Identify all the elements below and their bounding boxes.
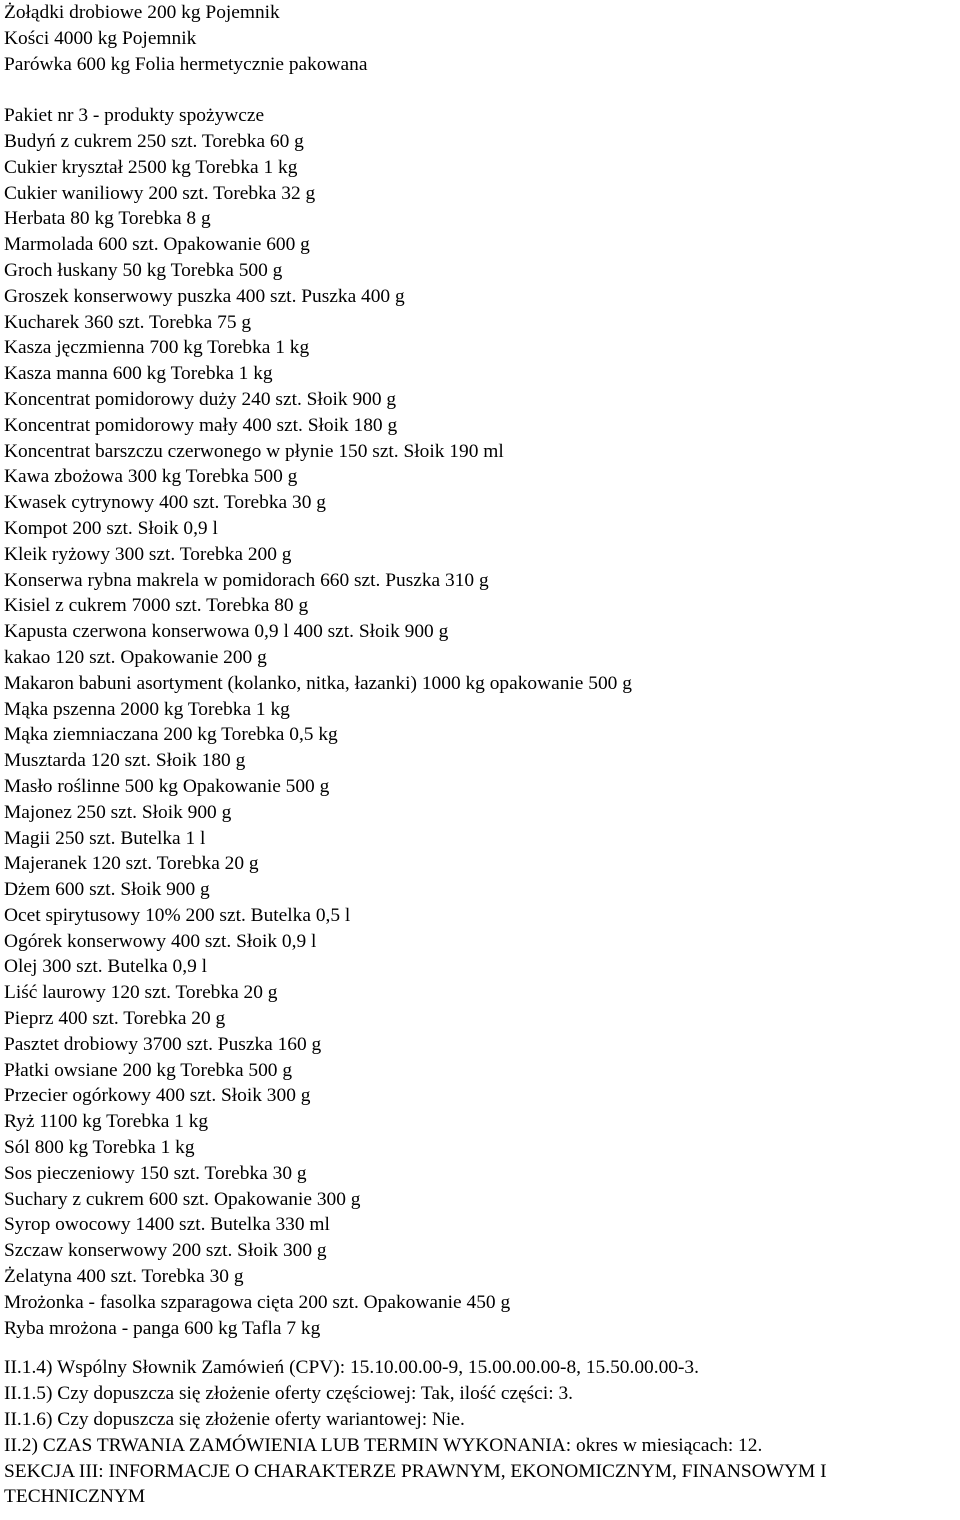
list-item: Majonez 250 szt. Słoik 900 g [4,801,232,823]
list-item: Ryż 1100 kg Torebka 1 kg [4,1111,209,1133]
list-item: Marmolada 600 szt. Opakowanie 600 g [4,234,310,256]
list-item: Płatki owsiane 200 kg Torebka 500 g [4,1059,293,1081]
list-item: Pasztet drobiowy 3700 szt. Puszka 160 g [4,1033,322,1055]
package-heading: Pakiet nr 3 - produkty spożywcze [4,105,265,127]
list-item: Majeranek 120 szt. Torebka 20 g [4,853,259,875]
list-item: Mąka pszenna 2000 kg Torebka 1 kg [4,698,290,720]
list-item: Dżem 600 szt. Słoik 900 g [4,879,210,901]
list-item: Groch łuskany 50 kg Torebka 500 g [4,259,283,281]
list-item: Olej 300 szt. Butelka 0,9 l [4,956,208,978]
list-item: Masło roślinne 500 kg Opakowanie 500 g [4,775,330,797]
list-item: Ryba mrożona - panga 600 kg Tafla 7 kg [4,1317,321,1339]
list-item: Musztarda 120 szt. Słoik 180 g [4,750,246,772]
section-gap [4,1341,956,1355]
list-item: Sos pieczeniowy 150 szt. Torebka 30 g [4,1162,307,1184]
list-item: Żołądki drobiowe 200 kg Pojemnik [4,2,280,23]
list-item: Przecier ogórkowy 400 szt. Słoik 300 g [4,1085,311,1107]
list-item: Kompot 200 szt. Słoik 0,9 l [4,517,218,539]
list-item: Groszek konserwowy puszka 400 szt. Puszka 400 g [4,285,405,307]
list-item: Kości 4000 kg Pojemnik [4,27,197,49]
list-item: Kawa zbożowa 300 kg Torebka 500 g [4,466,298,488]
list-item: Syrop owocowy 1400 szt. Butelka 330 ml [4,1214,330,1236]
list-item: Cukier kryształ 2500 kg Torebka 1 kg [4,156,298,178]
list-item: Kasza jęczmienna 700 kg Torebka 1 kg [4,337,310,359]
list-item: kakao 120 szt. Opakowanie 200 g [4,646,267,668]
list-item: Magii 250 szt. Butelka 1 l [4,827,206,849]
list-item: Cukier waniliowy 200 szt. Torebka 32 g [4,182,316,204]
list-item: Koncentrat pomidorowy mały 400 szt. Słoik 180 g [4,414,398,436]
list-item: Konserwa rybna makrela w pomidorach 660 szt. Puszka 310 g [4,569,489,591]
section-3-heading-continued: TECHNICZNYM [4,1486,146,1508]
list-item: Pieprz 400 szt. Torebka 20 g [4,1008,226,1030]
list-item: Koncentrat barszczu czerwonego w płynie 150 szt. Słoik 190 ml [4,440,504,462]
list-item: Kapusta czerwona konserwowa 0,9 l 400 szt. Słoik 900 g [4,621,449,643]
list-item: Sól 800 kg Torebka 1 kg [4,1137,195,1159]
list-item: Ogórek konserwowy 400 szt. Słoik 0,9 l [4,930,317,952]
list-item: Szczaw konserwowy 200 szt. Słoik 300 g [4,1240,327,1262]
list-item: Ocet spirytusowy 10% 200 szt. Butelka 0,5 l [4,904,351,926]
list-item: Koncentrat pomidorowy duży 240 szt. Słoik 900 g [4,388,397,410]
list-item: Mrożonka - fasolka szparagowa cięta 200 szt. Opakowanie 450 g [4,1291,511,1313]
list-item: Kleik ryżowy 300 szt. Torebka 200 g [4,543,292,565]
list-item: Liść laurowy 120 szt. Torebka 20 g [4,982,278,1004]
variant-offers-line: II.1.6) Czy dopuszcza się złożenie oferty wariantowej: Nie. [4,1409,465,1431]
package-items-list [4,129,956,1341]
list-item: Makaron babuni asortyment (kolanko, nitka, łazanki) 1000 kg opakowanie 500 g [4,672,632,694]
list-item: Herbata 80 kg Torebka 8 g [4,208,211,230]
cpv-line: II.1.4) Wspólny Słownik Zamówień (CPV): 15.10.00.00-9, 15.00.00.00-8, 15.50.00.00-3. [4,1357,699,1379]
list-item: Parówka 600 kg Folia hermetycznie pakowana [4,53,368,75]
list-item: Kucharek 360 szt. Torebka 75 g [4,311,252,333]
tender-sections [4,1355,956,1510]
list-item: Suchary z cukrem 600 szt. Opakowanie 300 g [4,1188,361,1210]
list-item: Budyń z cukrem 250 szt. Torebka 60 g [4,130,304,152]
duration-line: II.2) CZAS TRWANIA ZAMÓWIENIA LUB TERMIN WYKONANIA: okres w miesiącach: 12. [4,1434,763,1456]
blank-line [4,77,956,103]
list-item: Kisiel z cukrem 7000 szt. Torebka 80 g [4,595,309,617]
list-item: Żelatyna 400 szt. Torebka 30 g [4,1266,244,1288]
list-item: Kasza manna 600 kg Torebka 1 kg [4,363,273,385]
list-item: Kwasek cytrynowy 400 szt. Torebka 30 g [4,492,326,514]
list-item: Mąka ziemniaczana 200 kg Torebka 0,5 kg [4,724,338,746]
document-page [4,0,956,1510]
top-items-list [4,0,956,77]
partial-offers-line: II.1.5) Czy dopuszcza się złożenie oferty częściowej: Tak, ilość części: 3. [4,1383,573,1405]
section-3-heading: SEKCJA III: INFORMACJE O CHARAKTERZE PRAWNYM, EKONOMICZNYM, FINANSOWYM I [4,1460,827,1482]
